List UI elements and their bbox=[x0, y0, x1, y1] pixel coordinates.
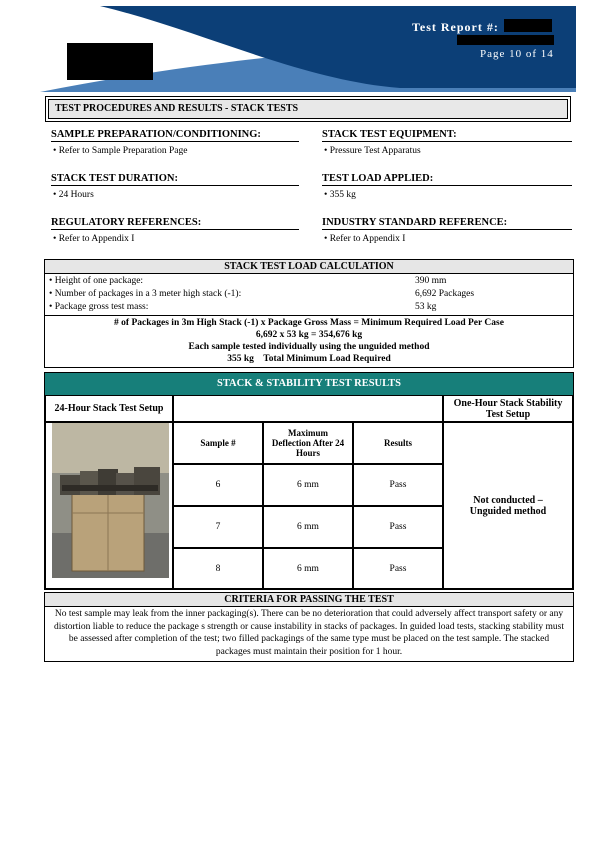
result-cell: Pass bbox=[353, 506, 443, 548]
industry-ref-heading: INDUSTRY STANDARD REFERENCE: bbox=[322, 217, 572, 230]
regulatory-ref-value: • Refer to Appendix I bbox=[53, 234, 135, 244]
col-results-header: Results bbox=[353, 422, 443, 464]
company-logo-redacted bbox=[67, 43, 153, 80]
calc-row-label: • Package gross test mass: bbox=[49, 302, 149, 312]
calc-row-value: 53 kg bbox=[415, 302, 437, 312]
stack-results-title: STACK & STABILITY TEST RESULTS bbox=[45, 373, 573, 395]
calc-method-note: Each sample tested individually using the unguided method bbox=[188, 342, 430, 352]
stack-duration-value: • 24 Hours bbox=[53, 190, 94, 200]
criteria-title: CRITERIA FOR PASSING THE TEST bbox=[45, 593, 573, 607]
sample-number-cell: 7 bbox=[173, 506, 263, 548]
header-blank-cell bbox=[173, 395, 443, 422]
left-setup-heading: 24-Hour Stack Test Setup bbox=[45, 395, 173, 422]
test-load-field bbox=[322, 173, 572, 200]
page-number: Page 10 of 14 bbox=[480, 48, 554, 60]
sample-prep-value: • Refer to Sample Preparation Page bbox=[53, 146, 188, 156]
calc-total-load: 355 kg Total Minimum Load Required bbox=[227, 354, 391, 364]
calc-row-label: • Number of packages in a 3 meter high stack (-1): bbox=[49, 289, 242, 299]
deflection-cell: 6 mm bbox=[263, 506, 353, 548]
result-cell: Pass bbox=[353, 464, 443, 506]
regulatory-ref-heading: REGULATORY REFERENCES: bbox=[51, 217, 299, 230]
stack-equipment-heading: STACK TEST EQUIPMENT: bbox=[322, 129, 572, 142]
load-calculation-table bbox=[44, 259, 574, 368]
stack-test-photo bbox=[52, 423, 169, 578]
calc-row-value: 6,692 Packages bbox=[415, 289, 475, 299]
sample-number-cell: 8 bbox=[173, 548, 263, 589]
criteria-box bbox=[44, 592, 574, 662]
section-title: TEST PROCEDURES AND RESULTS - STACK TESTS bbox=[48, 99, 568, 119]
report-subline-redacted bbox=[457, 35, 554, 45]
criteria-text: No test sample may leak from the inner packaging(s). There can be no deterioration that could adversely affect transport safety or any distortion liable to reduce the package s strength or cause instability in stacks of packages. In guided load tests, stacking stability must be assessed after completion of the test; two filled packagings of the same type must be placed on the test sample. The stacked packages must maintain their position for 1 hour. bbox=[54, 609, 564, 657]
deflection-cell: 6 mm bbox=[263, 464, 353, 506]
report-number-redacted bbox=[504, 19, 552, 32]
stability-not-conducted: Not conducted – Unguided method bbox=[443, 422, 573, 589]
industry-ref-field bbox=[322, 217, 572, 244]
calc-row-value: 390 mm bbox=[415, 276, 447, 286]
col-sample-header: Sample # bbox=[173, 422, 263, 464]
sample-number-cell: 6 bbox=[173, 464, 263, 506]
result-cell: Pass bbox=[353, 548, 443, 589]
stack-duration-field bbox=[51, 173, 299, 200]
calc-divider bbox=[45, 315, 573, 316]
sample-prep-heading: SAMPLE PREPARATION/CONDITIONING: bbox=[51, 129, 299, 142]
calc-formula: # of Packages in 3m High Stack (-1) x Package Gross Mass = Minimum Required Load Per Case bbox=[114, 318, 504, 328]
stack-equipment-value: • Pressure Test Apparatus bbox=[324, 146, 421, 156]
calc-row-label: • Height of one package: bbox=[49, 276, 144, 286]
deflection-cell: 6 mm bbox=[263, 548, 353, 589]
industry-ref-value: • Refer to Appendix I bbox=[324, 234, 406, 244]
calc-formula-result: 6,692 x 53 kg = 354,676 kg bbox=[255, 330, 363, 340]
report-number-label: Test Report #: bbox=[412, 20, 499, 34]
sample-prep-field bbox=[51, 129, 299, 156]
section-title-box bbox=[45, 96, 571, 122]
right-setup-heading: One-Hour Stack Stability Test Setup bbox=[443, 395, 573, 422]
test-load-heading: TEST LOAD APPLIED: bbox=[322, 173, 572, 186]
stack-duration-heading: STACK TEST DURATION: bbox=[51, 173, 299, 186]
test-load-value: • 355 kg bbox=[324, 190, 356, 200]
col-deflection-header: Maximum Deflection After 24 Hours bbox=[263, 422, 353, 464]
regulatory-ref-field bbox=[51, 217, 299, 244]
stack-equipment-field bbox=[322, 129, 572, 156]
load-calculation-title: STACK TEST LOAD CALCULATION bbox=[45, 260, 573, 274]
